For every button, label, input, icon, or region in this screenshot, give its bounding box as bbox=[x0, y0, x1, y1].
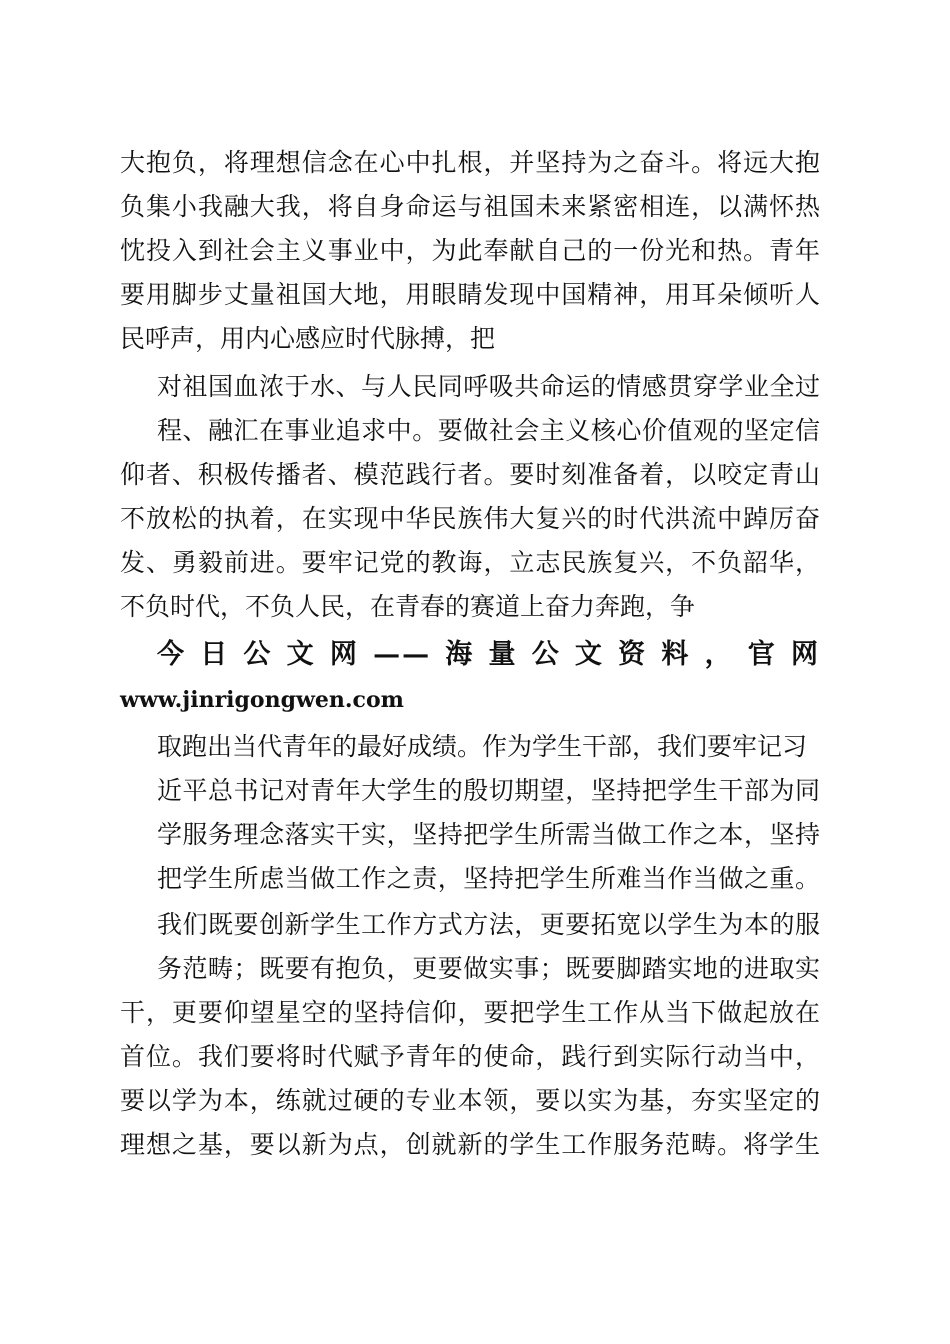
paragraph-line: 大抱负，将理想信念在心中扎根，并坚持为之奋斗。将远大抱 bbox=[120, 148, 820, 177]
paragraph-line: 要以学为本，练就过硬的专业本领，要以实为基，夯实坚定的 bbox=[120, 1086, 820, 1115]
paragraph-line: 学服务理念落实干实，坚持把学生所需当做工作之本，坚持 bbox=[157, 820, 820, 849]
paragraph-line: 我们既要创新学生工作方式方法，更要拓宽以学生为本的服 bbox=[157, 910, 820, 939]
paragraph-line: 程、融汇在事业追求中。要做社会主义核心价值观的坚定信 bbox=[157, 416, 820, 445]
paragraph-line: 对祖国血浓于水、与人民同呼吸共命运的情感贯穿学业全过 bbox=[157, 372, 820, 401]
paragraph-line: 不放松的执着，在实现中华民族伟大复兴的时代洪流中踔厉奋 bbox=[120, 504, 820, 533]
paragraph-line: 务范畴；既要有抱负，更要做实事；既要脚踏实地的进取实 bbox=[157, 954, 820, 983]
paragraph-line: 不负时代，不负人民，在青春的赛道上奋力奔跑，争 bbox=[120, 592, 696, 621]
paragraph-line: 理想之基，要以新为点，创就新的学生工作服务范畴。将学生 bbox=[120, 1130, 820, 1159]
paragraph-line: 取跑出当代青年的最好成绩。作为学生干部，我们要牢记习 bbox=[157, 732, 808, 761]
site-banner-url: www.jinrigongwen.com bbox=[120, 687, 404, 713]
paragraph-line: 忱投入到社会主义事业中，为此奉献自己的一份光和热。青年 bbox=[120, 236, 820, 265]
paragraph-line: 要用脚步丈量祖国大地，用眼睛发现中国精神，用耳朵倾听人 bbox=[120, 280, 820, 309]
paragraph-line: 首位。我们要将时代赋予青年的使命，践行到实际行动当中， bbox=[120, 1042, 820, 1071]
paragraph-line: 仰者、积极传播者、模范践行者。要时刻准备着，以咬定青山 bbox=[120, 460, 820, 489]
paragraph-line: 把学生所虑当做工作之责，坚持把学生所难当作当做之重。 bbox=[157, 864, 820, 893]
paragraph-line: 民呼声，用内心感应时代脉搏，把 bbox=[120, 324, 496, 353]
paragraph-line: 发、勇毅前进。要牢记党的教诲，立志民族复兴，不负韶华， bbox=[120, 548, 820, 577]
paragraph-line: 干，更要仰望星空的坚持信仰，要把学生工作从当下做起放在 bbox=[120, 998, 820, 1027]
paragraph-line: 负集小我融大我，将自身命运与祖国未来紧密相连，以满怀热 bbox=[120, 192, 820, 221]
site-banner-title: 今日公文网——海量公文资料，官网 bbox=[157, 639, 820, 670]
paragraph-line: 近平总书记对青年大学生的殷切期望，坚持把学生干部为同 bbox=[157, 776, 820, 805]
